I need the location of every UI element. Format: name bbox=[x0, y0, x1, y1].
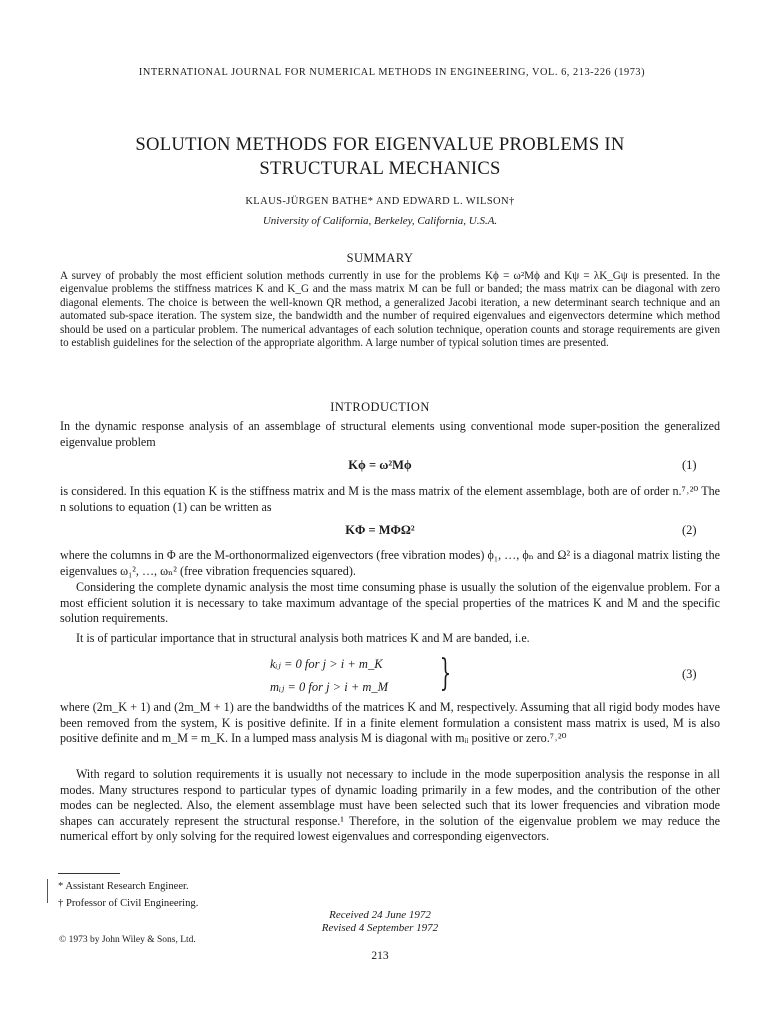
margin-bar bbox=[47, 879, 48, 903]
summary-text: A survey of probably the most efficient solution methods currently in use for the problems Kϕ = ω²Mϕ and Kψ = λK_Gψ is presented. In the eigenvalue problems the stiffness matrices K and K_G and the mass matrix M can be full or banded; the mass matrix can be diagonal with zero diagonal elements. The choice is between the well-known QR method, a generalized Jacobi iteration, a new determinant search technique and an automated sub-space iteration. The system size, the bandwidth and the number of required eigenvalues and eigenvectors determine which method should be used on a particular problem. The numerical advantages of each solution technique, operation counts and storage requirements are given to establish guidelines for the selection of the appropriate algorithm. A large number of typical solution times are presented. bbox=[60, 270, 720, 350]
equation-3-line-1: kᵢⱼ = 0 for j > i + m_K bbox=[270, 657, 383, 671]
equation-1: Kϕ = ω²Mϕ bbox=[348, 458, 412, 472]
intro-paragraph-6: where (2m_K + 1) and (2m_M + 1) are the bandwidths of the matrices K and M, respectively. Assuming that all rigid body modes have been removed from the system, K is positive definite. If in a finite element formulation a consistent mass matrix is used, M is also positive definite and m_M = m_K. In a lumped mass analysis M is diagonal with mᵢᵢ positive or zero.⁷˒²⁰ bbox=[60, 700, 720, 746]
received-dates bbox=[260, 909, 500, 936]
equation-3-line-2: mᵢⱼ = 0 for j > i + m_M bbox=[270, 680, 389, 694]
footnote-2: † Professor of Civil Engineering. bbox=[58, 898, 199, 909]
paper-title bbox=[60, 133, 700, 181]
revised-date: Revised 4 September 1972 bbox=[321, 922, 439, 935]
intro-paragraph-7: With regard to solution requirements it is usually not necessary to include in the mode superposition analysis the response in all modes. Many structures respond to particular types of dynamic loading primarily in a few modes, and the contribution of the other modes can be neglected. Also, the element assemblage must have been selected such that its lower frequencies and vibration mode shapes can accurately represent the structural response.¹ Therefore, in the solution of the eigenvalue problem we may reduce the numerical effort by only solving for the required lowest eigenvalues and corresponding eigenvectors. bbox=[60, 767, 720, 844]
summary-heading: SUMMARY bbox=[346, 251, 414, 265]
equation-2-number: (2) bbox=[682, 523, 697, 537]
intro-paragraph-1: In the dynamic response analysis of an assemblage of structural elements using conventional mode super-position the generalized eigenvalue problem bbox=[60, 419, 720, 449]
equation-2: KΦ = MΦΩ² bbox=[345, 523, 415, 537]
page-number: 213 bbox=[371, 950, 389, 962]
intro-paragraph-3: where the columns in Φ are the M-orthonormalized eigenvectors (free vibration modes) ϕ₁, …, ϕₙ and Ω² is a diagonal matrix listing the eigenvalues ω₁², …, ωₙ² (free vibration frequencies squared). bbox=[60, 548, 720, 578]
equation-1-number: (1) bbox=[682, 458, 697, 472]
authors: KLAUS-JÜRGEN BATHE* AND EDWARD L. WILSON† bbox=[245, 196, 515, 207]
copyright: © 1973 by John Wiley & Sons, Ltd. bbox=[59, 935, 196, 945]
equation-3-number: (3) bbox=[682, 667, 697, 681]
intro-paragraph-4: Considering the complete dynamic analysis the most time consuming phase is usually the solution of the eigenvalue problem. For a most efficient solution it is necessary to take maximum advantage of the special properties of the matrices K and M and the specific solution requirements. bbox=[60, 580, 720, 626]
footnote-rule bbox=[58, 873, 120, 874]
journal-header: INTERNATIONAL JOURNAL FOR NUMERICAL METHODS IN ENGINEERING, VOL. 6, 213-226 (1973) bbox=[138, 67, 646, 78]
affiliation: University of California, Berkeley, California, U.S.A. bbox=[262, 215, 498, 227]
intro-paragraph-2: is considered. In this equation K is the stiffness matrix and M is the mass matrix of the element assemblage, both are of order n.⁷˒²⁰ The n solutions to equation (1) can be written as bbox=[60, 484, 720, 514]
title-line-2: STRUCTURAL MECHANICS bbox=[259, 158, 501, 179]
intro-paragraph-5: It is of particular importance that in structural analysis both matrices K and M are banded, i.e. bbox=[76, 631, 530, 645]
footnote-1: * Assistant Research Engineer. bbox=[58, 881, 189, 892]
title-line-1: SOLUTION METHODS FOR EIGENVALUE PROBLEMS IN bbox=[135, 134, 625, 155]
equation-3-brace: } bbox=[439, 653, 452, 694]
introduction-heading: INTRODUCTION bbox=[330, 400, 430, 414]
received-date: Received 24 June 1972 bbox=[329, 909, 431, 921]
